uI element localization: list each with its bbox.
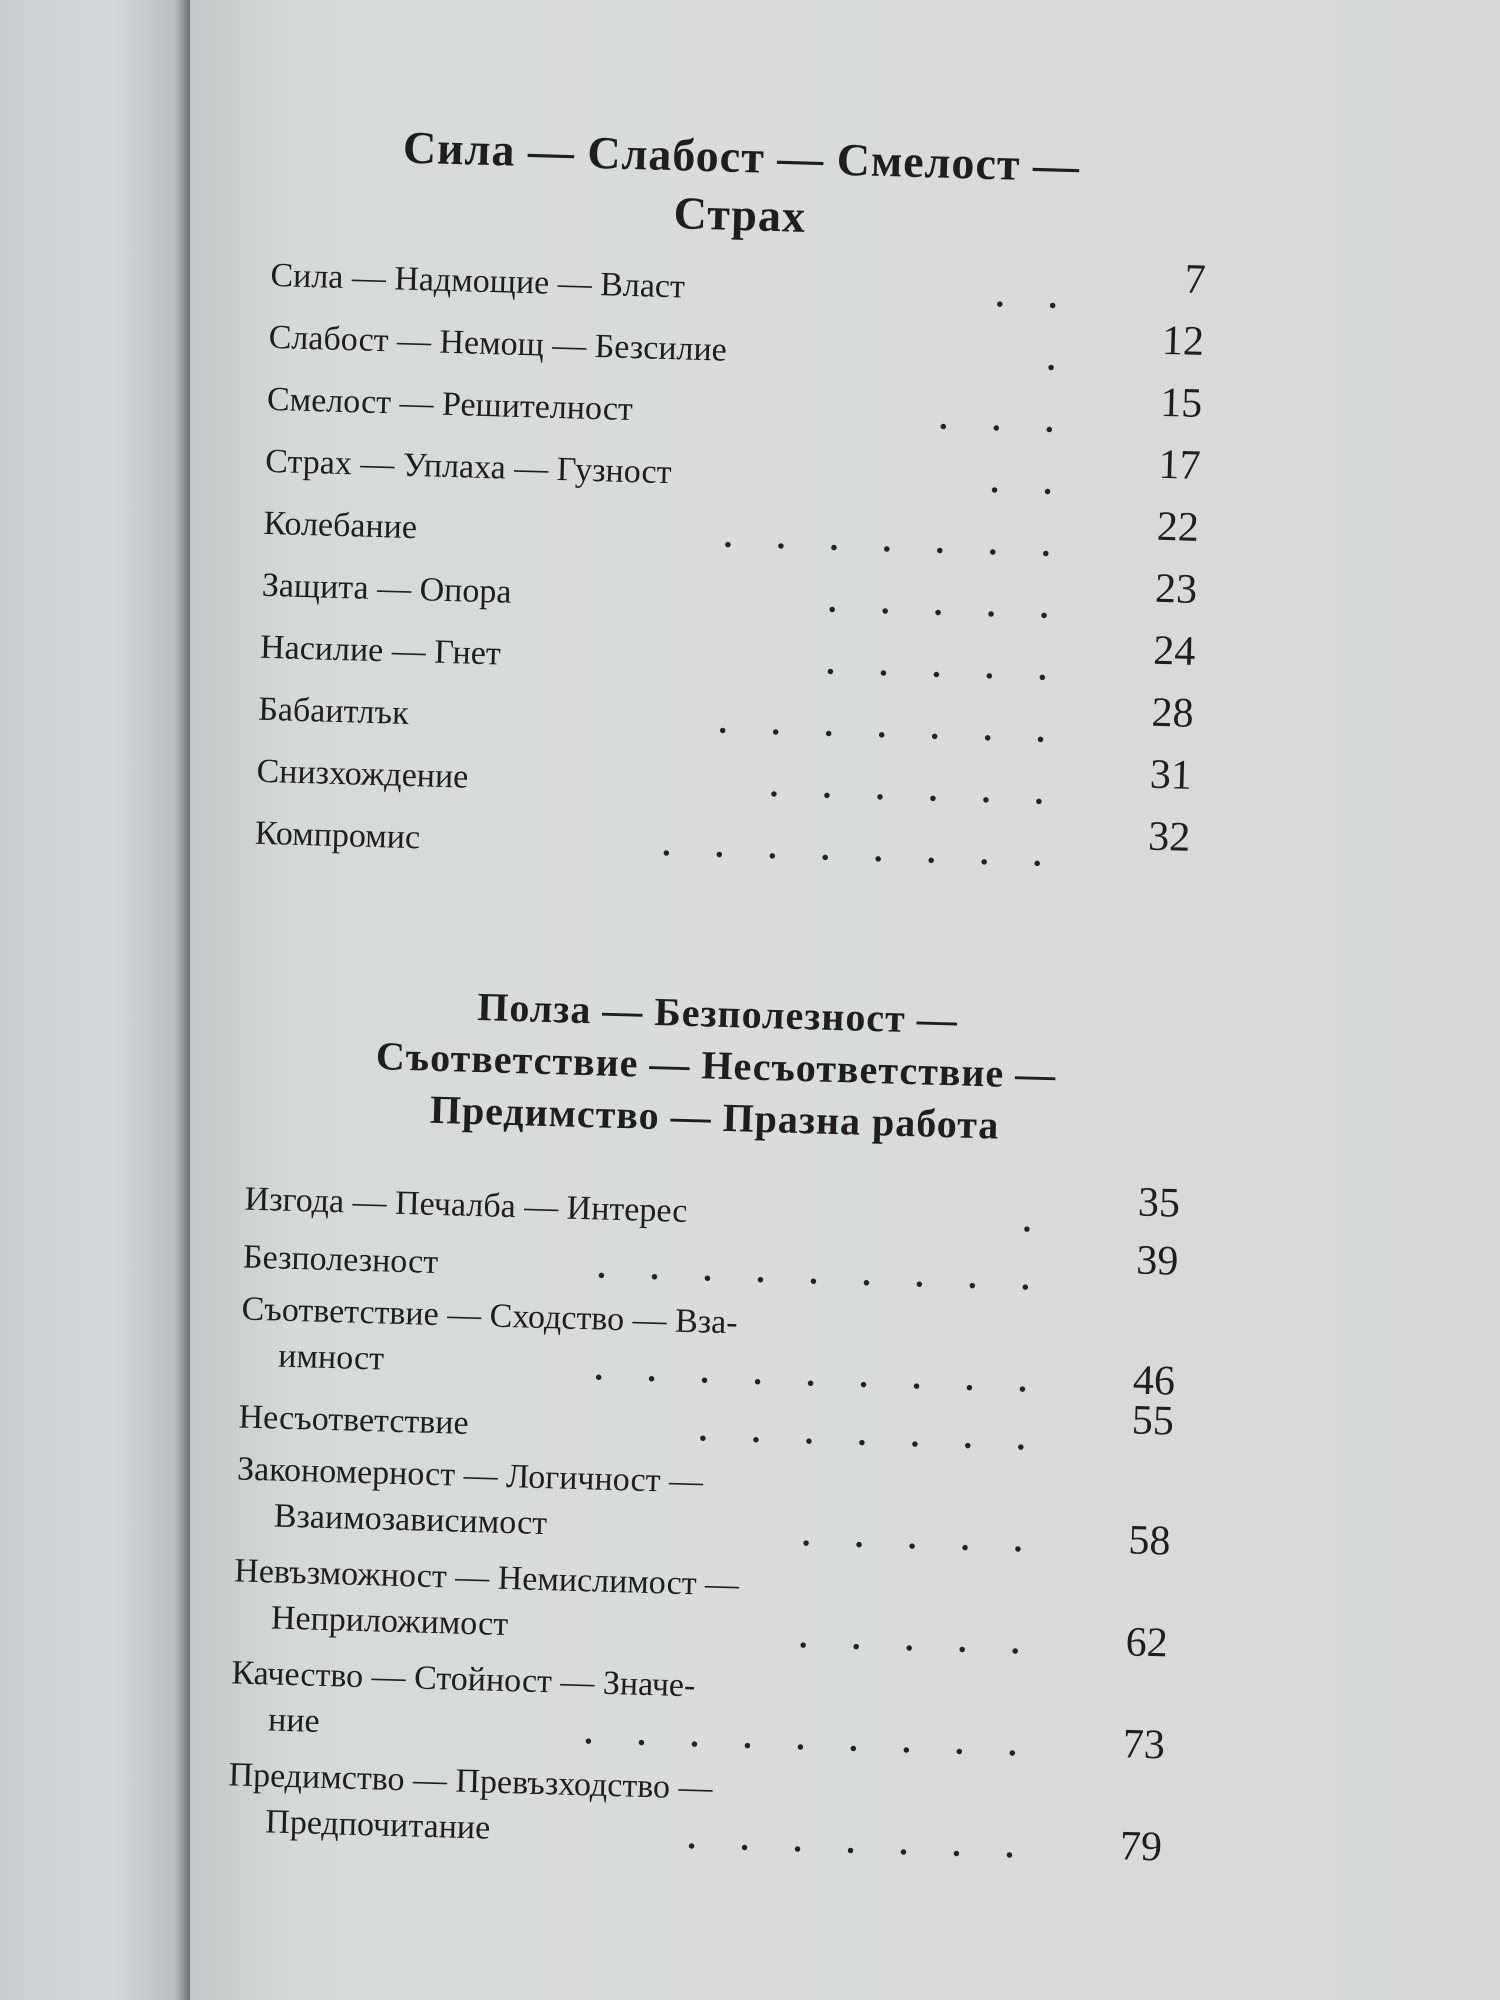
leader-dots: . . . . . . . . [661, 826, 1061, 875]
leader-dots: . . . . . . . [723, 517, 1069, 565]
leader-dots: . . [995, 277, 1076, 317]
leader-dots: . . . . . . . [718, 703, 1064, 751]
entry-page-number: 73 [1122, 1721, 1166, 1769]
section-heading-line-2: Страх [673, 187, 807, 242]
entry-label-continued: имност [277, 1337, 385, 1378]
entry-label: Изгода — Печалба — Интерес [244, 1180, 688, 1230]
leader-dots: . . . . . [798, 1618, 1039, 1662]
entry-label: Смелост — Решителност [266, 380, 634, 429]
leader-dots: . . . . . . [769, 767, 1062, 813]
entry-page-number: 46 [1132, 1357, 1176, 1405]
entry-page-number: 17 [1157, 441, 1202, 489]
entry-label: Несъответствие [238, 1398, 470, 1442]
entry-page-number: 24 [1152, 627, 1197, 675]
entry-label: Бабаитлък [257, 690, 410, 732]
entry-page-number: 32 [1147, 813, 1191, 861]
leader-dots: . . . . . [827, 582, 1068, 627]
entry-list [254, 245, 1206, 891]
toc-section-1 [254, 115, 1210, 891]
entry-page-number: 23 [1154, 565, 1198, 613]
leader-dots: . . . . . [801, 1516, 1041, 1560]
leader-dots: . [1046, 340, 1074, 379]
entry-page-number: 58 [1127, 1517, 1172, 1565]
entry-label: Качество — Стойност — Значе- [230, 1654, 696, 1705]
entry-list [226, 1171, 1180, 1881]
section-heading-line-2: Съответствие — Несъответствие — [375, 1033, 1057, 1098]
facing-page-edge [0, 0, 190, 2000]
entry-page-number: 39 [1135, 1237, 1179, 1285]
entry-page-number: 28 [1151, 689, 1195, 737]
entry-label: Невъзможност — Немислимост — [233, 1552, 740, 1604]
entry-label: Сила — Надмощие — Власт [270, 256, 686, 306]
entry-label: Слабост — Немощ — Безсилие [268, 318, 728, 369]
leader-dots: . . [990, 463, 1071, 503]
leader-dots: . . . . . . . . . [596, 1248, 1049, 1299]
leader-dots: . . . . . . . . . [594, 1350, 1046, 1400]
entry-page-number: 7 [1184, 256, 1207, 304]
entry-page-number: 31 [1149, 751, 1193, 799]
entry-label: Закономерност — Логичност — [236, 1450, 704, 1501]
entry-label: Колебание [263, 504, 418, 547]
entry-label: Защита — Опора [261, 566, 513, 611]
entry-page-number: 22 [1156, 503, 1200, 551]
entry-label: Компромис [254, 814, 421, 857]
entry-page-number: 55 [1131, 1397, 1175, 1445]
entry-label: Страх — Уплаха — Гузност [264, 442, 673, 492]
entry-page-number: 62 [1125, 1619, 1169, 1667]
leader-dots: . . . . . . . [687, 1819, 1033, 1866]
leader-dots: . [1022, 1202, 1050, 1241]
entry-page-number: 15 [1159, 379, 1203, 427]
leader-dots: . . . . . . . [698, 1411, 1044, 1458]
table-of-contents [226, 115, 1209, 1880]
leader-dots: . . . . . . . . . [583, 1714, 1036, 1764]
entry-page-number: 12 [1161, 317, 1205, 366]
leader-dots: . . . . . [825, 644, 1066, 689]
section-heading-line-1: Полза — Безполезност — [476, 984, 959, 1043]
section-heading [272, 115, 1210, 257]
entry-label: Снизхождение [256, 752, 469, 796]
entry-label-continued: Взаимозависимост [273, 1497, 548, 1543]
entry-label: Съответствие — Сходство — Вза- [241, 1290, 739, 1342]
leader-dots: . . . [938, 399, 1073, 441]
toc-section-2 [226, 975, 1185, 1881]
section-heading [247, 975, 1186, 1157]
entry-label-continued: Неприложимост [270, 1599, 509, 1644]
entry-label-continued: ние [267, 1701, 321, 1740]
section-heading-line-1: Сила — Слабост — Смелост — [402, 121, 1081, 192]
entry-label-continued: Предпочитание [264, 1803, 491, 1847]
entry-label: Безполезност [242, 1238, 439, 1281]
entry-label: Предимство — Превъзходство — [228, 1756, 714, 1807]
entry-label: Насилие — Гнет [259, 628, 502, 673]
section-heading-line-3: Предимство — Празна работа [429, 1086, 1001, 1148]
entry-page-number: 35 [1137, 1179, 1181, 1227]
entry-page-number: 79 [1119, 1823, 1163, 1871]
